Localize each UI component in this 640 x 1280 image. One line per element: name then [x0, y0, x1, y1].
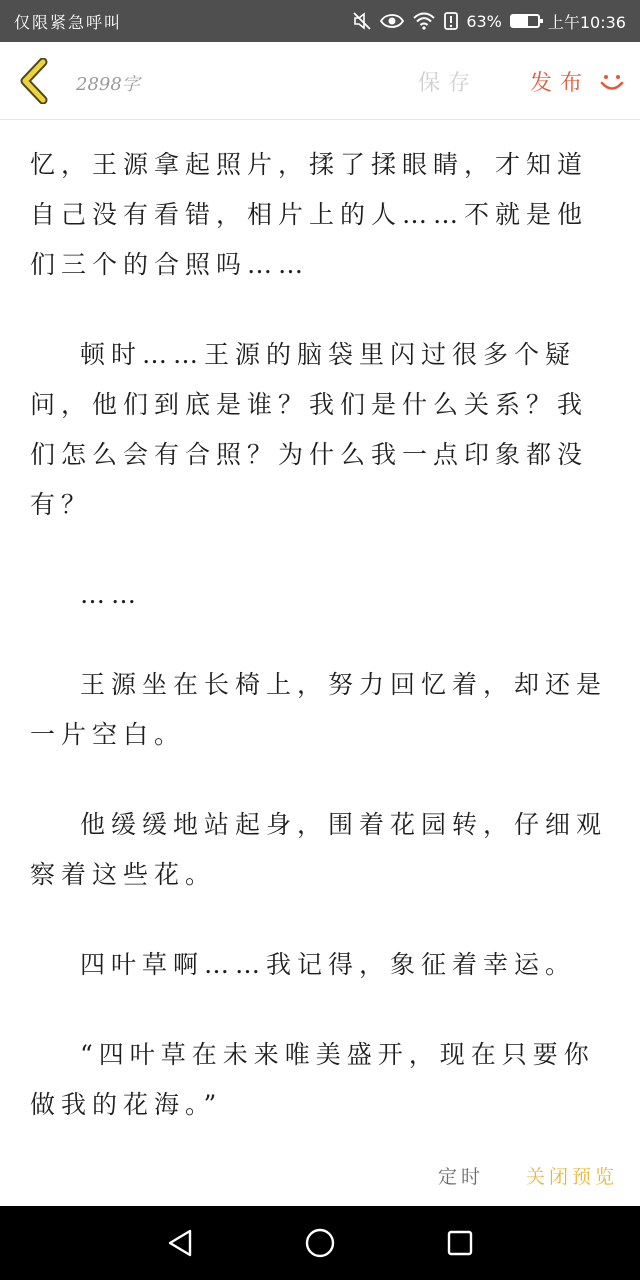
clock: 上午10:36	[547, 12, 626, 32]
circle-home-icon	[304, 1227, 336, 1259]
nav-recents-button[interactable]	[440, 1223, 480, 1263]
paragraph-6: “四叶草在未来唯美盛开，现在只要你做我的花海。”	[30, 1040, 595, 1119]
mute-icon	[352, 11, 372, 31]
chevron-left-icon	[17, 58, 51, 104]
battery-percent: 63%	[466, 11, 502, 31]
paragraph-1: 忆，王源拿起照片，揉了揉眼睛，才知道自己没有看错，相片上的人……不就是他们三个的合照吗……	[30, 150, 589, 279]
close-preview-button[interactable]: 关闭预览	[525, 1166, 618, 1188]
article-preview[interactable]	[0, 120, 640, 1150]
bottom-toolbar	[0, 1150, 640, 1206]
word-count: 2898字	[76, 74, 140, 95]
battery-level	[512, 16, 528, 26]
publish-button[interactable]: 发布	[530, 71, 591, 96]
nav-back-button[interactable]	[160, 1223, 200, 1263]
wifi-icon	[412, 12, 436, 30]
eye-icon	[380, 12, 404, 30]
paragraph-2: 顿时……王源的脑袋里闪过很多个疑问，他们到底是谁？我们是什么关系？我们怎么会有合照？为什么我一点印象都没有？	[30, 340, 589, 519]
save-button[interactable]: 保存	[418, 71, 479, 96]
paragraph-3: 王源坐在长椅上，努力回忆着，却还是一片空白。	[30, 670, 608, 749]
triangle-back-icon	[166, 1228, 194, 1258]
carrier-text: 仅限紧急呼叫	[14, 12, 123, 32]
navigation-bar	[0, 1206, 640, 1280]
nav-home-button[interactable]	[300, 1223, 340, 1263]
paragraph-ellipsis: ……	[80, 580, 142, 609]
schedule-button[interactable]: 定时	[437, 1166, 484, 1188]
square-recents-icon	[446, 1229, 474, 1257]
alert-icon	[444, 12, 458, 30]
back-button[interactable]	[14, 56, 54, 106]
paragraph-4: 他缓缓地站起身，围着花园转，仔细观察着这些花。	[30, 810, 608, 889]
status-icons	[352, 10, 626, 33]
smiley-icon[interactable]	[596, 66, 628, 98]
status-bar	[0, 0, 640, 42]
paragraph-5: 四叶草啊……我记得，象征着幸运。	[80, 950, 577, 979]
battery-icon	[510, 14, 540, 28]
editor-header	[0, 42, 640, 120]
